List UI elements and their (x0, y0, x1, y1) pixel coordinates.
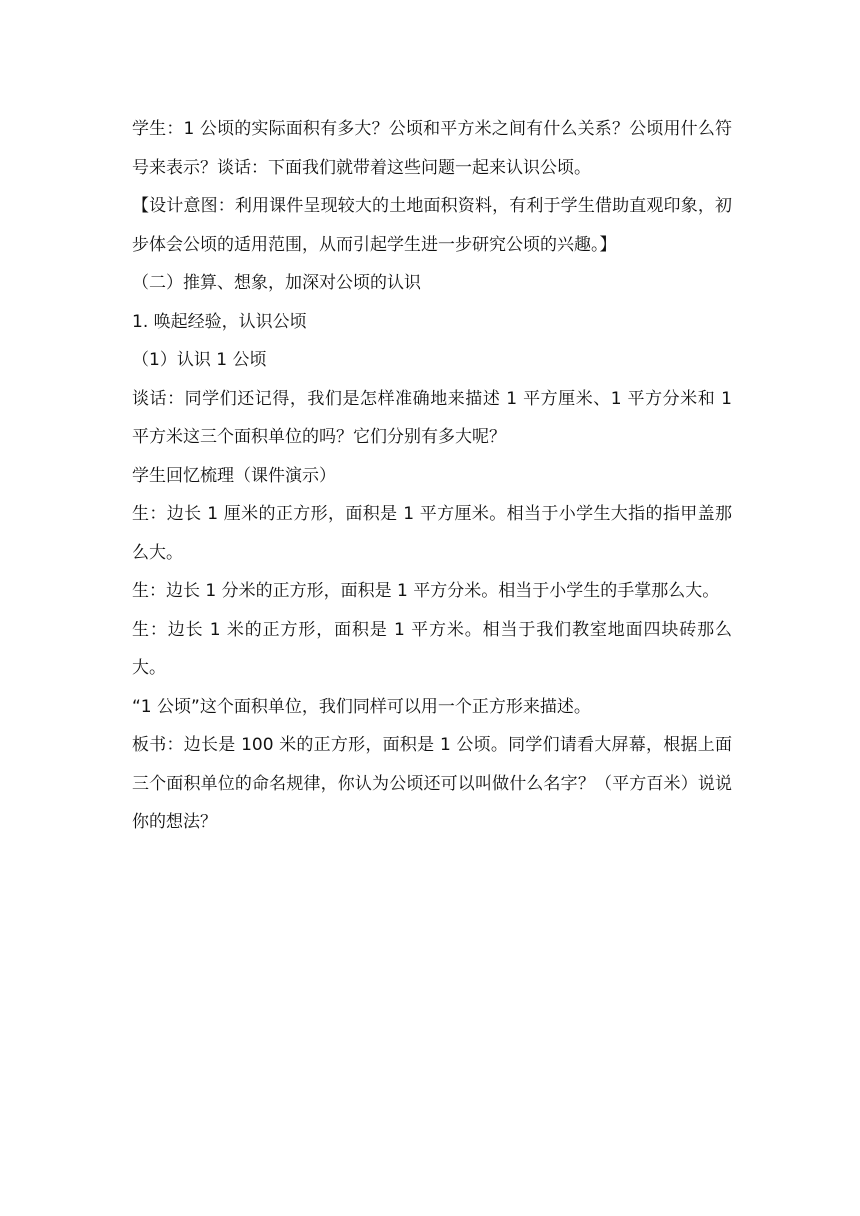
subsection-heading-1: 1. 唤起经验，认识公顷 (132, 311, 307, 332)
subsection-heading-1-1: （1）认识 1 公顷 (132, 350, 267, 370)
paragraph-design-intent: 【设计意图：利用课件呈现较大的土地面积资料，有利于学生借助直观印象，初步体会公顷的适用范围，从而引起学生进一步研究公顷的兴趣。】 (132, 196, 732, 255)
paragraph-square-m: 生：边长 1 米的正方形，面积是 1 平方米。相当于我们教室地面四块砖那么大。 (132, 619, 732, 678)
document-body (132, 110, 732, 842)
paragraph-square-dm: 生：边长 1 分米的正方形，面积是 1 平方分米。相当于小学生的手掌那么大。 (132, 581, 720, 601)
paragraph-talk-recall: 谈话：同学们还记得，我们是怎样准确地来描述 1 平方厘米、1 平方分米和 1 平方米这三个面积单位的吗？它们分别有多大呢？ (132, 388, 732, 447)
paragraph-blackboard: 板书：边长是 100 米的正方形，面积是 1 公顷。同学们请看大屏幕，根据上面三个面积单位的命名规律，你认为公顷还可以叫做什么名字？（平方百米）说说你的想法？ (132, 735, 732, 832)
section-heading-2: （二）推算、想象，加深对公顷的认识 (132, 273, 421, 293)
paragraph-square-cm: 生：边长 1 厘米的正方形，面积是 1 平方厘米。相当于小学生大指的指甲盖那么大。 (132, 504, 732, 563)
paragraph-intro-questions: 学生：1 公顷的实际面积有多大？公顷和平方米之间有什么关系？公顷用什么符号来表示？谈话：下面我们就带着这些问题一起来认识公顷。 (132, 119, 732, 178)
paragraph-student-review: 学生回忆梳理（课件演示） (132, 465, 336, 486)
paragraph-hectare-intro: “1 公顷”这个面积单位，我们同样可以用一个正方形来描述。 (132, 696, 591, 717)
